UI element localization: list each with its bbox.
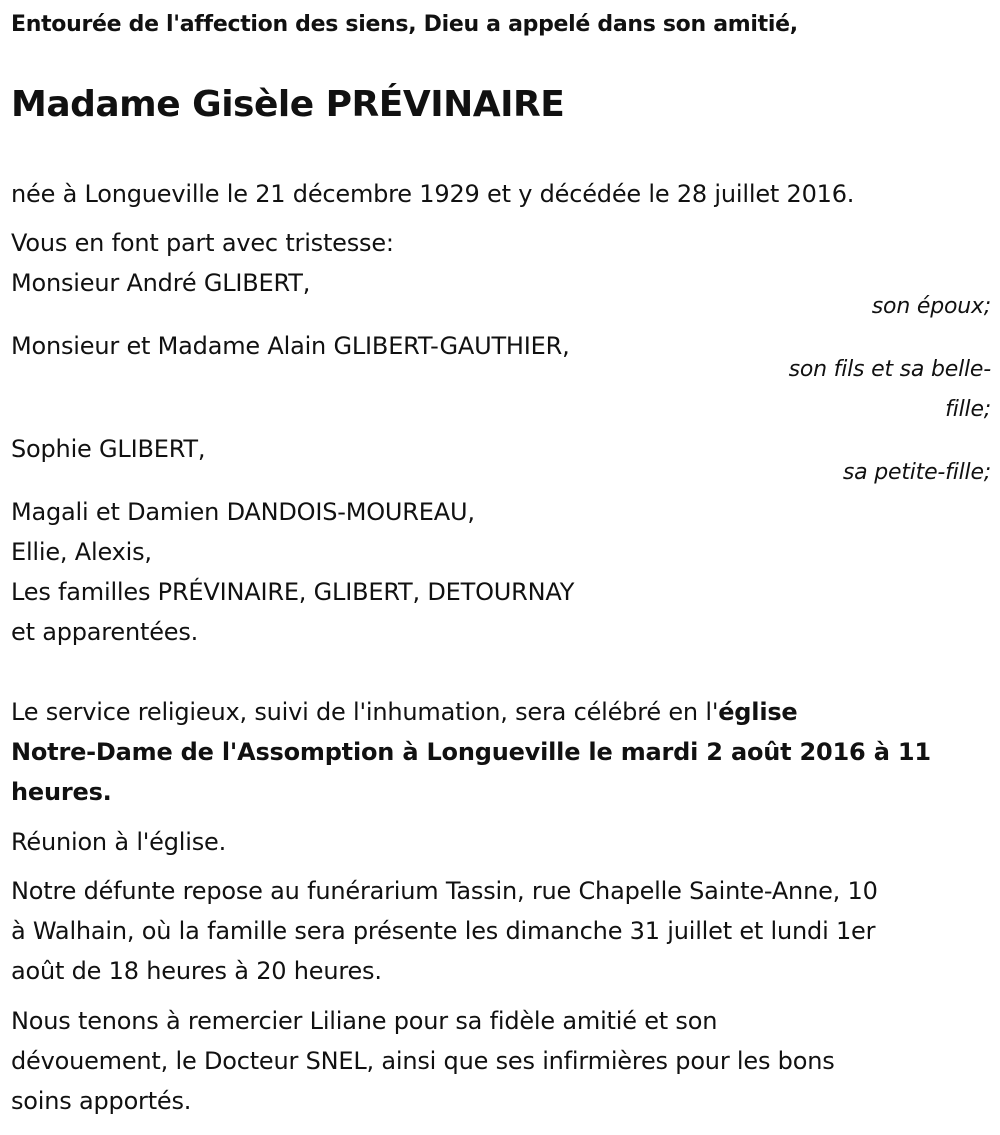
service-text: Le service religieux, suivi de l'inhumation, sera célébré en l' (11, 698, 719, 726)
reunion-line: Réunion à l'église. (11, 828, 227, 856)
family-alain: Monsieur et Madame Alain GLIBERT-GAUTHIER, (11, 332, 570, 360)
thanks-line-2: dévouement, le Docteur SNEL, ainsi que ses infirmières pour les bons (11, 1047, 835, 1075)
intro-line: Entourée de l'affection des siens, Dieu a appelé dans son amitié, (11, 12, 798, 37)
family-related: et apparentées. (11, 618, 199, 646)
thanks-line-1: Nous tenons à remercier Liliane pour sa fidèle amitié et son (11, 1007, 718, 1035)
family-andre: Monsieur André GLIBERT, (11, 269, 311, 297)
repose-line-2: à Walhain, où la famille sera présente les dimanche 31 juillet et lundi 1er (11, 917, 876, 945)
relation-alain-2: fille; (945, 397, 991, 422)
thanks-line-3: soins apportés. (11, 1087, 192, 1115)
relation-andre: son époux; (871, 294, 991, 319)
family-sophie: Sophie GLIBERT, (11, 435, 206, 463)
repose-line-3: août de 18 heures à 20 heures. (11, 957, 382, 985)
family-magali: Magali et Damien DANDOIS-MOUREAU, (11, 498, 475, 526)
repose-line-1: Notre défunte repose au funérarium Tassin, rue Chapelle Sainte-Anne, 10 (11, 877, 878, 905)
family-families: Les familles PRÉVINAIRE, GLIBERT, DETOURNAY (11, 578, 575, 606)
service-line-2: Notre-Dame de l'Assomption à Longueville le mardi 2 août 2016 à 11 (11, 738, 931, 766)
service-church-start: église (718, 698, 798, 726)
service-line-3: heures. (11, 778, 112, 806)
relation-alain-1: son fils et sa belle- (788, 357, 991, 382)
deceased-name: Madame Gisèle PRÉVINAIRE (11, 84, 565, 125)
birth-death-line: née à Longueville le 21 décembre 1929 et y décédée le 28 juillet 2016. (11, 180, 855, 208)
family-ellie: Ellie, Alexis, (11, 538, 152, 566)
announce-line: Vous en font part avec tristesse: (11, 229, 394, 257)
service-line-1 (11, 692, 798, 732)
relation-sophie: sa petite-fille; (842, 460, 991, 485)
